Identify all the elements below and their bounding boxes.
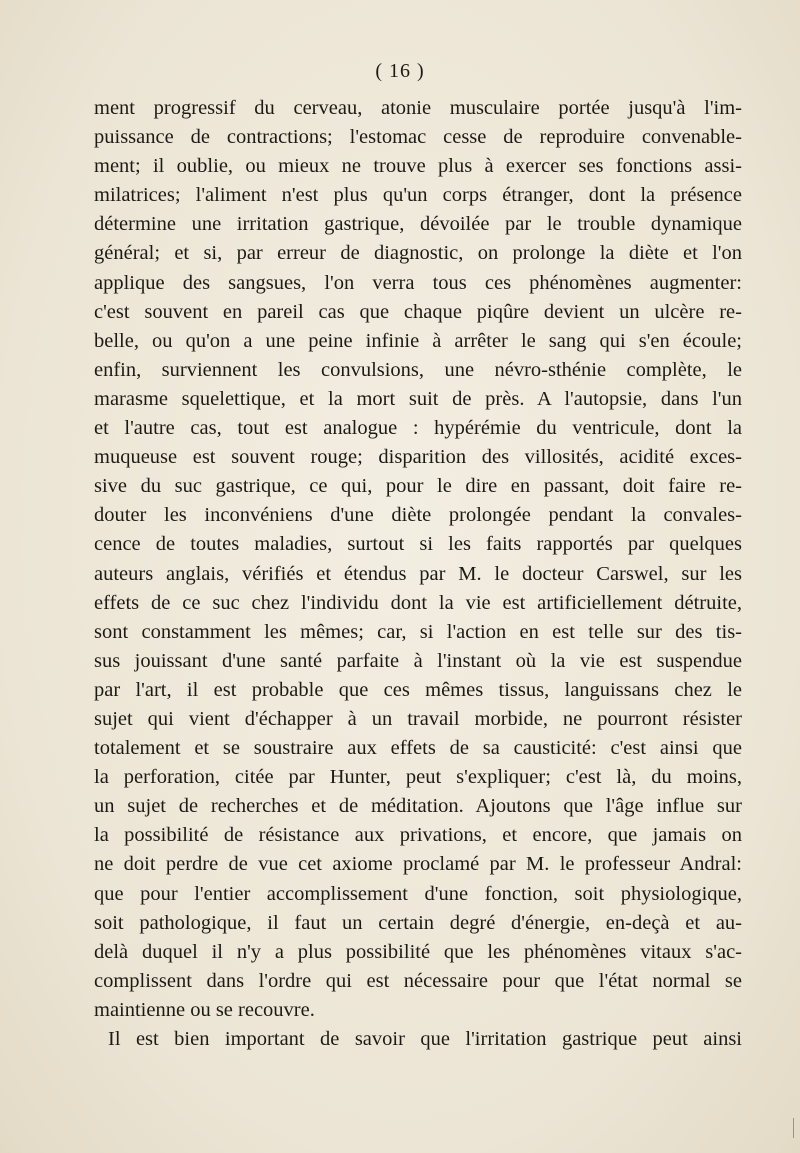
text-line: enfin, surviennent les convulsions, une névro-sthénie complète, le bbox=[94, 358, 742, 381]
paragraph-end-line: maintienne ou se recouvre. bbox=[94, 998, 315, 1021]
text-line: sus jouissant d'une santé parfaite à l'instant où la vie est suspendue bbox=[94, 649, 742, 672]
text-line: détermine une irritation gastrique, dévoilée par le trouble dynamique bbox=[94, 213, 742, 236]
text-line: sujet qui vient d'échapper à un travail morbide, ne pourront résister bbox=[94, 707, 742, 730]
text-line: applique des sangsues, l'on verra tous ces phénomènes augmenter: bbox=[94, 271, 742, 294]
text-line: delà duquel il n'y a plus possibilité que les phénomènes vitaux s'ac- bbox=[94, 940, 742, 963]
text-line: belle, ou qu'on a une peine infinie à arrêter le sang qui s'en écoule; bbox=[94, 329, 742, 352]
text-line: par l'art, il est probable que ces mêmes tissus, languissans chez le bbox=[94, 678, 742, 701]
text-line: auteurs anglais, vérifiés et étendus par M. le docteur Carswel, sur les bbox=[94, 562, 742, 585]
text-line: général; et si, par erreur de diagnostic, on prolonge la diète et l'on bbox=[94, 242, 742, 265]
text-line: et l'autre cas, tout est analogue : hypérémie du ventricule, dont la bbox=[94, 417, 742, 440]
body-text bbox=[94, 94, 742, 1054]
text-line: marasme squelettique, et la mort suit de près. A l'autopsie, dans l'un bbox=[94, 387, 742, 410]
text-line: sive du suc gastrique, ce qui, pour le dire en passant, doit faire re- bbox=[94, 475, 742, 498]
text-line: un sujet de recherches et de méditation. Ajoutons que l'âge influe sur bbox=[94, 795, 742, 818]
text-line: sont constamment les mêmes; car, si l'action en est telle sur des tis- bbox=[94, 620, 742, 643]
text-line: ne doit perdre de vue cet axiome proclamé par M. le professeur Andral: bbox=[94, 853, 742, 876]
text-line: la possibilité de résistance aux privations, et encore, que jamais on bbox=[94, 824, 742, 847]
text-line: milatrices; l'aliment n'est plus qu'un corps étranger, dont la présence bbox=[94, 184, 742, 207]
text-line: la perforation, citée par Hunter, peut s'expliquer; c'est là, du moins, bbox=[94, 766, 742, 789]
paragraph-start-line: Il est bien important de savoir que l'irritation gastrique peut ainsi bbox=[108, 1028, 742, 1050]
text-line: douter les inconvéniens d'une diète prolongée pendant la convales- bbox=[94, 504, 742, 527]
text-line: complissent dans l'ordre qui est nécessaire pour que l'état normal se bbox=[94, 969, 742, 992]
text-line: totalement et se soustraire aux effets de sa causticité: c'est ainsi que bbox=[94, 737, 742, 760]
text-line: ment progressif du cerveau, atonie musculaire portée jusqu'à l'im- bbox=[94, 97, 742, 119]
page-number: ( 16 ) bbox=[375, 60, 425, 82]
page-edge-mark bbox=[785, 1118, 794, 1138]
text-line: c'est souvent en pareil cas que chaque piqûre devient un ulcère re- bbox=[94, 300, 742, 323]
text-line: que pour l'entier accomplissement d'une fonction, soit physiologique, bbox=[94, 882, 742, 905]
text-line: soit pathologique, il faut un certain degré d'énergie, en-deçà et au- bbox=[94, 911, 742, 934]
text-line: puissance de contractions; l'estomac cesse de reproduire convenable- bbox=[94, 126, 742, 149]
text-line: cence de toutes maladies, surtout si les faits rapportés par quelques bbox=[94, 533, 742, 556]
text-line: muqueuse est souvent rouge; disparition des villosités, acidité exces- bbox=[94, 446, 742, 469]
text-line: ment; il oublie, ou mieux ne trouve plus à exercer ses fonctions assi- bbox=[94, 155, 742, 178]
text-line: effets de ce suc chez l'individu dont la vie est artificiellement détruite, bbox=[94, 591, 742, 614]
